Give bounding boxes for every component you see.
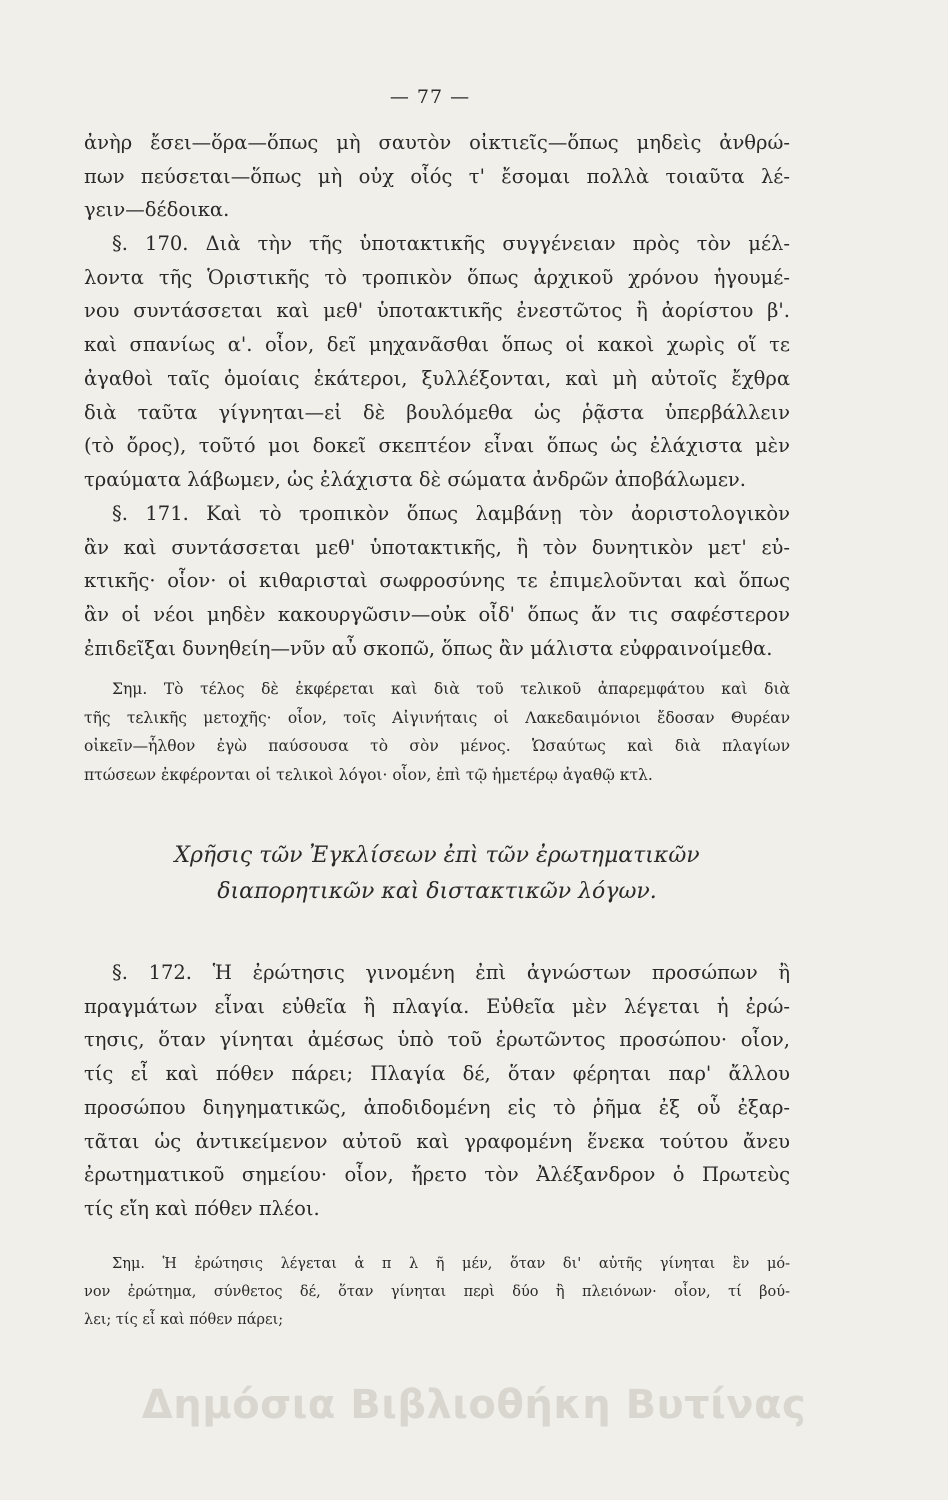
text-line: ἂν οἱ νέοι μηδὲν κακουργῶσιν—οὐκ οἶδ' ὅπως ἄν τις σαφέστερον <box>84 603 790 627</box>
text-line: Σημ. Τὸ τέλος δὲ ἐκφέρεται καὶ διὰ τοῦ τελικοῦ ἀπαρεμφάτου καὶ διὰ <box>112 680 790 698</box>
text-line: (τὸ ὄρος), τοῦτό μοι δοκεῖ σκεπτέον εἶναι ὅπως ὡς ἐλάχιστα μὲν <box>84 434 790 458</box>
text-line: τραύματα λάβωμεν, ὡς ἐλάχιστα δὲ σώματα ἀνδρῶν ἀποβάλωμεν. <box>84 467 746 491</box>
text-line: Σημ. Ἡ ἐρώτησις λέγεται ἁ π λ ῆ μέν, ὅταν δι' αὐτῆς γίνηται ἓν μό- <box>112 1256 790 1272</box>
text-line: γειν—δέδοικα. <box>84 198 230 222</box>
text-line: τᾶται ὡς ἀντικείμενον αὐτοῦ καὶ γραφομένη ἕνεκα τούτου ἄνευ <box>84 1129 790 1153</box>
text-line: νου συντάσσεται καὶ μεθ' ὑποτακτικῆς ἐνεστῶτος ἢ ἀορίστου β'. <box>84 299 790 323</box>
text-line: τίς εἴη καὶ πόθεν πλέοι. <box>84 1196 320 1220</box>
text-line: τίς εἶ καὶ πόθεν πάρει; Πλαγία δέ, ὅταν φέρηται παρ' ἄλλου <box>84 1062 790 1086</box>
note-1 <box>84 675 790 789</box>
text-line: λοντα τῆς Ὁριστικῆς τὸ τροπικὸν ὅπως ἀρχικοῦ χρόνου ἡγουμέ- <box>84 265 790 289</box>
paragraph-172 <box>84 956 790 1226</box>
text-line: τησις, ὅταν γίνηται ἀμέσως ὑπὸ τοῦ ἐρωτῶντος προσώπου· οἷον, <box>84 1028 790 1052</box>
text-line: ἂν καὶ συντάσσεται μεθ' ὑποτακτικῆς, ἢ τὸν δυνητικὸν μετ' εὐ- <box>84 535 790 559</box>
library-watermark: Δημόσια Βιβλιοθήκη Βυτίνας <box>141 1382 807 1428</box>
text-line: πτώσεων ἐκφέρονται οἱ τελικοὶ λόγοι· οἷον, ἐπὶ τῷ ἡμετέρῳ ἀγαθῷ κτλ. <box>84 765 653 784</box>
heading-line: διαπορητικῶν καὶ διστακτικῶν λόγων. <box>217 879 657 904</box>
text-line: τῆς τελικῆς μετοχῆς· οἷον, τοῖς Αἰγινήταις οἱ Λακεδαιμόνιοι ἔδοσαν Θυρέαν <box>84 708 790 727</box>
paragraph-170 <box>84 227 790 497</box>
note-2 <box>84 1250 790 1334</box>
text-line: ἀγαθοὶ ταῖς ὁμοίαις ἑκάτεροι, ξυλλέξονται, καὶ μὴ αὐτοῖς ἔχθρα <box>84 366 790 390</box>
heading-line: Χρῆσις τῶν Ἐγκλίσεων ἐπὶ τῶν ἐρωτηματικῶν <box>174 843 700 868</box>
text-line: καὶ σπανίως α'. οἷον, δεῖ μηχανᾶσθαι ὅπως οἱ κακοὶ χωρὶς οἵ τε <box>84 333 790 357</box>
text-line: νον ἐρώτημα, σύνθετος δέ, ὅταν γίνηται περὶ δύο ἢ πλειόνων· οἷον, τί βού- <box>84 1284 790 1300</box>
paragraph-continuation <box>84 126 790 227</box>
text-line: §. 172. Ἡ ἐρώτησις γινομένη ἐπὶ ἀγνώστων προσώπων ἢ <box>112 961 790 984</box>
text-line: προσώπου διηγηματικῶς, ἀποδιδομένη εἰς τὸ ῥῆμα ἐξ οὗ ἐξαρ- <box>84 1095 790 1119</box>
page-number: — 77 — <box>389 86 471 108</box>
text-line: πων πεύσεται—ὅπως μὴ οὐχ οἷός τ' ἔσομαι πολλὰ τοιαῦτα λέ- <box>84 164 790 188</box>
paragraph-171 <box>84 497 790 666</box>
text-line: λει; τίς εἶ καὶ πόθεν πάρει; <box>84 1312 284 1328</box>
text-line: διὰ ταῦτα γίγνηται—εἰ δὲ βουλόμεθα ὡς ῥᾷστα ὑπερβάλλειν <box>84 400 790 424</box>
text-line: §. 171. Καὶ τὸ τροπικὸν ὅπως λαμβάνῃ τὸν ἀοριστολογικὸν <box>112 502 790 525</box>
text-line: οἰκεῖν—ἧλθον ἐγὼ παύσουσα τὸ σὸν μένος. Ὡσαύτως καὶ διὰ πλαγίων <box>84 737 790 755</box>
text-line: κτικῆς· οἷον· οἱ κιθαρισταὶ σωφροσύνης τε ἐπιμελοῦνται καὶ ὅπως <box>84 569 790 593</box>
text-line: §. 170. Διὰ τὴν τῆς ὑποτακτικῆς συγγένειαν πρὸς τὸν μέλ- <box>112 232 790 255</box>
text-line: ἐρωτηματικοῦ σημείου· οἷον, ἤρετο τὸν Ἀλέξανδρον ὁ Πρωτεὺς <box>84 1163 790 1187</box>
section-heading <box>84 838 790 910</box>
text-line: ἀνὴρ ἔσει—ὅρα—ὅπως μὴ σαυτὸν οἰκτιεῖς—ὅπως μηδεὶς ἀνθρώ- <box>84 131 790 154</box>
text-line: πραγμάτων εἶναι εὐθεῖα ἢ πλαγία. Εὐθεῖα μὲν λέγεται ἡ ἐρώ- <box>84 994 790 1018</box>
text-line: ἐπιδεῖξαι δυνηθείη—νῦν αὖ σκοπῶ, ὅπως ἂν μάλιστα εὐφραινοίμεθα. <box>84 636 773 660</box>
